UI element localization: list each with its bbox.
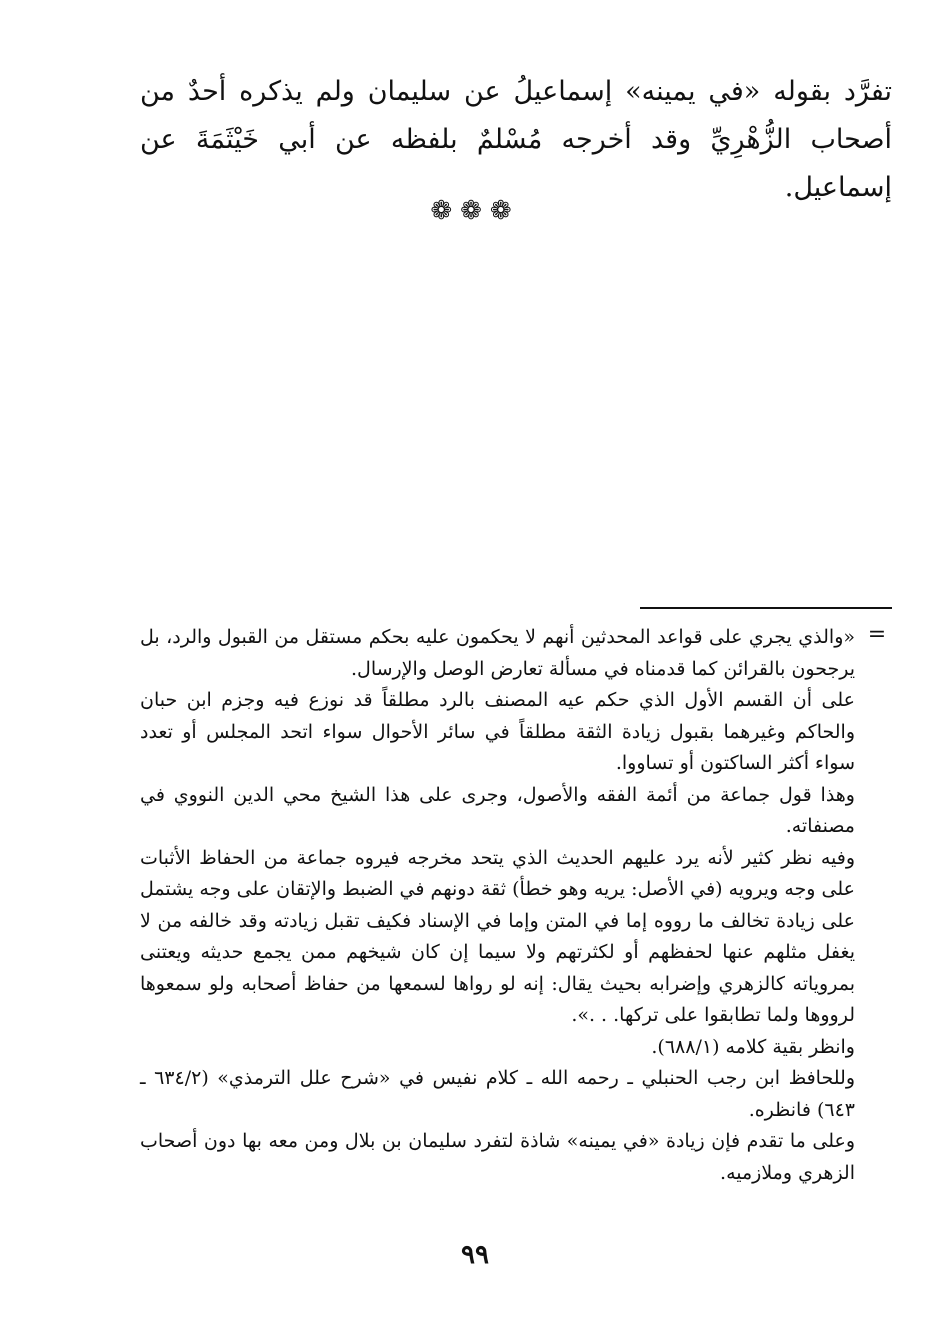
footnote-paragraph: وللحافظ ابن رجب الحنبلي ـ رحمه الله ـ كلام نفيس في «شرح علل الترمذي» (٦٣٤/٢ ـ ٦٤٣) فانظره. — [140, 1067, 855, 1121]
section-divider-ornament: ❁❁❁ — [430, 196, 520, 226]
footnotes — [140, 622, 855, 1189]
footnote-paragraph: وفيه نظر كثير لأنه يرد عليهم الحديث الذي يتحد مخرجه فيروه جماعة من الحفاظ الأثبات على وجه ويرويه (في الأصل: يريه وهو خطأ) ثقة دونهم في الضبط والإتقان على وجه يشتمل على زيادة تخالف ما رووه إما في المتن وإما في الإسناد فكيف تقبل زيادته وقد خالفه من لا يغفل مثلهم عنها لحفظهم أو لكثرتهم ولا سيما إن كان شيخهم ممن يجمع حديثه ويعتنى بمروياته كالزهري وإضرابه بحيث يقال: إنه لو رواها لسمعها من حفاظ أصحابه ولو سمعوها لرووها ولما تطابقوا على تركها. . .». — [140, 846, 855, 1026]
main-paragraph: تفرَّد بقوله «في يمينه» إسماعيلُ عن سليمان ولم يذكره أحدٌ من أصحاب الزُّهْرِيِّ وقد أخرجه مُسْلمٌ بلفظه عن أبي خَيْثَمَةَ عن إسماعيل. — [140, 76, 892, 203]
footnote-separator-rule — [640, 607, 892, 609]
page-number: ٩٩ — [461, 1240, 489, 1270]
footnote-continuation-marker: = — [867, 622, 887, 647]
footnote-paragraph: وعلى ما تقدم فإن زيادة «في يمينه» شاذة لتفرد سليمان بن بلال ومن معه بها دون أصحاب الزهري وملازميه. — [140, 1130, 855, 1184]
main-text — [140, 68, 892, 212]
footnote-paragraph: وانظر بقية كلامه (٦٨٨/١). — [651, 1035, 855, 1058]
footnote-paragraph: على أن القسم الأول الذي حكم عيه المصنف بالرد مطلقاً قد نوزع فيه وجزم ابن حبان والحاكم وغيرهما بقبول زيادة الثقة مطلقاً في سائر الأحوال سواء اتحد المجلس أو تعدد سواء أكثر الساكتون أو تساووا. — [140, 689, 855, 774]
footnote-paragraph: «والذي يجري على قواعد المحدثين أنهم لا يحكمون عليه بحكم مستقل من القبول والرد، بل يرجحون بالقرائن كما قدمناه في مسألة تعارض الوصل والإرسال. — [140, 626, 855, 680]
footnote-paragraph: وهذا قول جماعة من أئمة الفقه والأصول، وجرى على هذا الشيخ محي الدين النووي في مصنفاته. — [140, 783, 855, 837]
